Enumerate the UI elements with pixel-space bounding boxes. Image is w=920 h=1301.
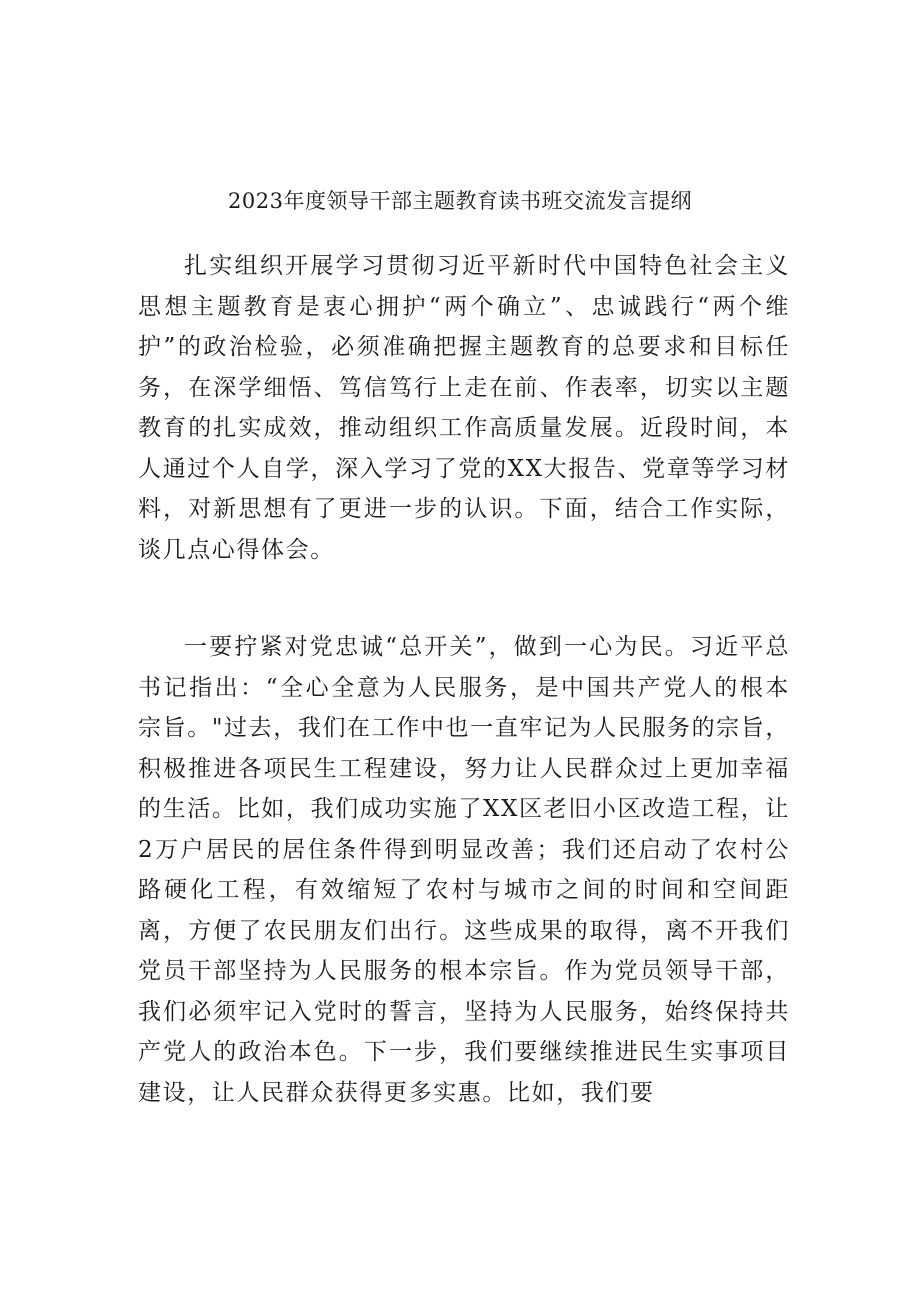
paragraph-intro: 扎实组织开展学习贯彻习近平新时代中国特色社会主义思想主题教育是衷心拥护“两个确立”、忠诚践行“两个维护”的政治检验，必须准确把握主题教育的总要求和目标任务，在深学细悟、笃信笃行上走在前、作表率，切实以主题教育的扎实成效，推动组织工作高质量发展。近段时间，本人通过个人自学，深入学习了党的XX大报告、党章等学习材料，对新思想有了更进一步的认识。下面，结合工作实际，谈几点心得体会。 [138,253,790,563]
document-title: 2023年度领导干部主题教育读书班交流发言提纲 [228,189,692,213]
paragraph-point-one: 一要拧紧对党忠诚“总开关”，做到一心为民。习近平总书记指出：“全心全意为人民服务，是中国共产党人的根本宗旨。"过去，我们在工作中也一直牢记为人民服务的宗旨，积极推进各项民生工程建设，努力让人民群众过上更加幸福的生活。比如，我们成功实施了XX区老旧小区改造工程，让2万户居民的居住条件得到明显改善；我们还启动了农村公路硬化工程，有效缩短了农村与城市之间的时间和空间距离，方便了农民朋友们出行。这些成果的取得，离不开我们党员干部坚持为人民服务的根本宗旨。作为党员领导干部，我们必须牢记入党时的誓言，坚持为人民服务，始终保持共产党人的政治本色。下一步，我们要继续推进民生实事项目建设，让人民群众获得更多实惠。比如，我们要 [138,634,790,1106]
